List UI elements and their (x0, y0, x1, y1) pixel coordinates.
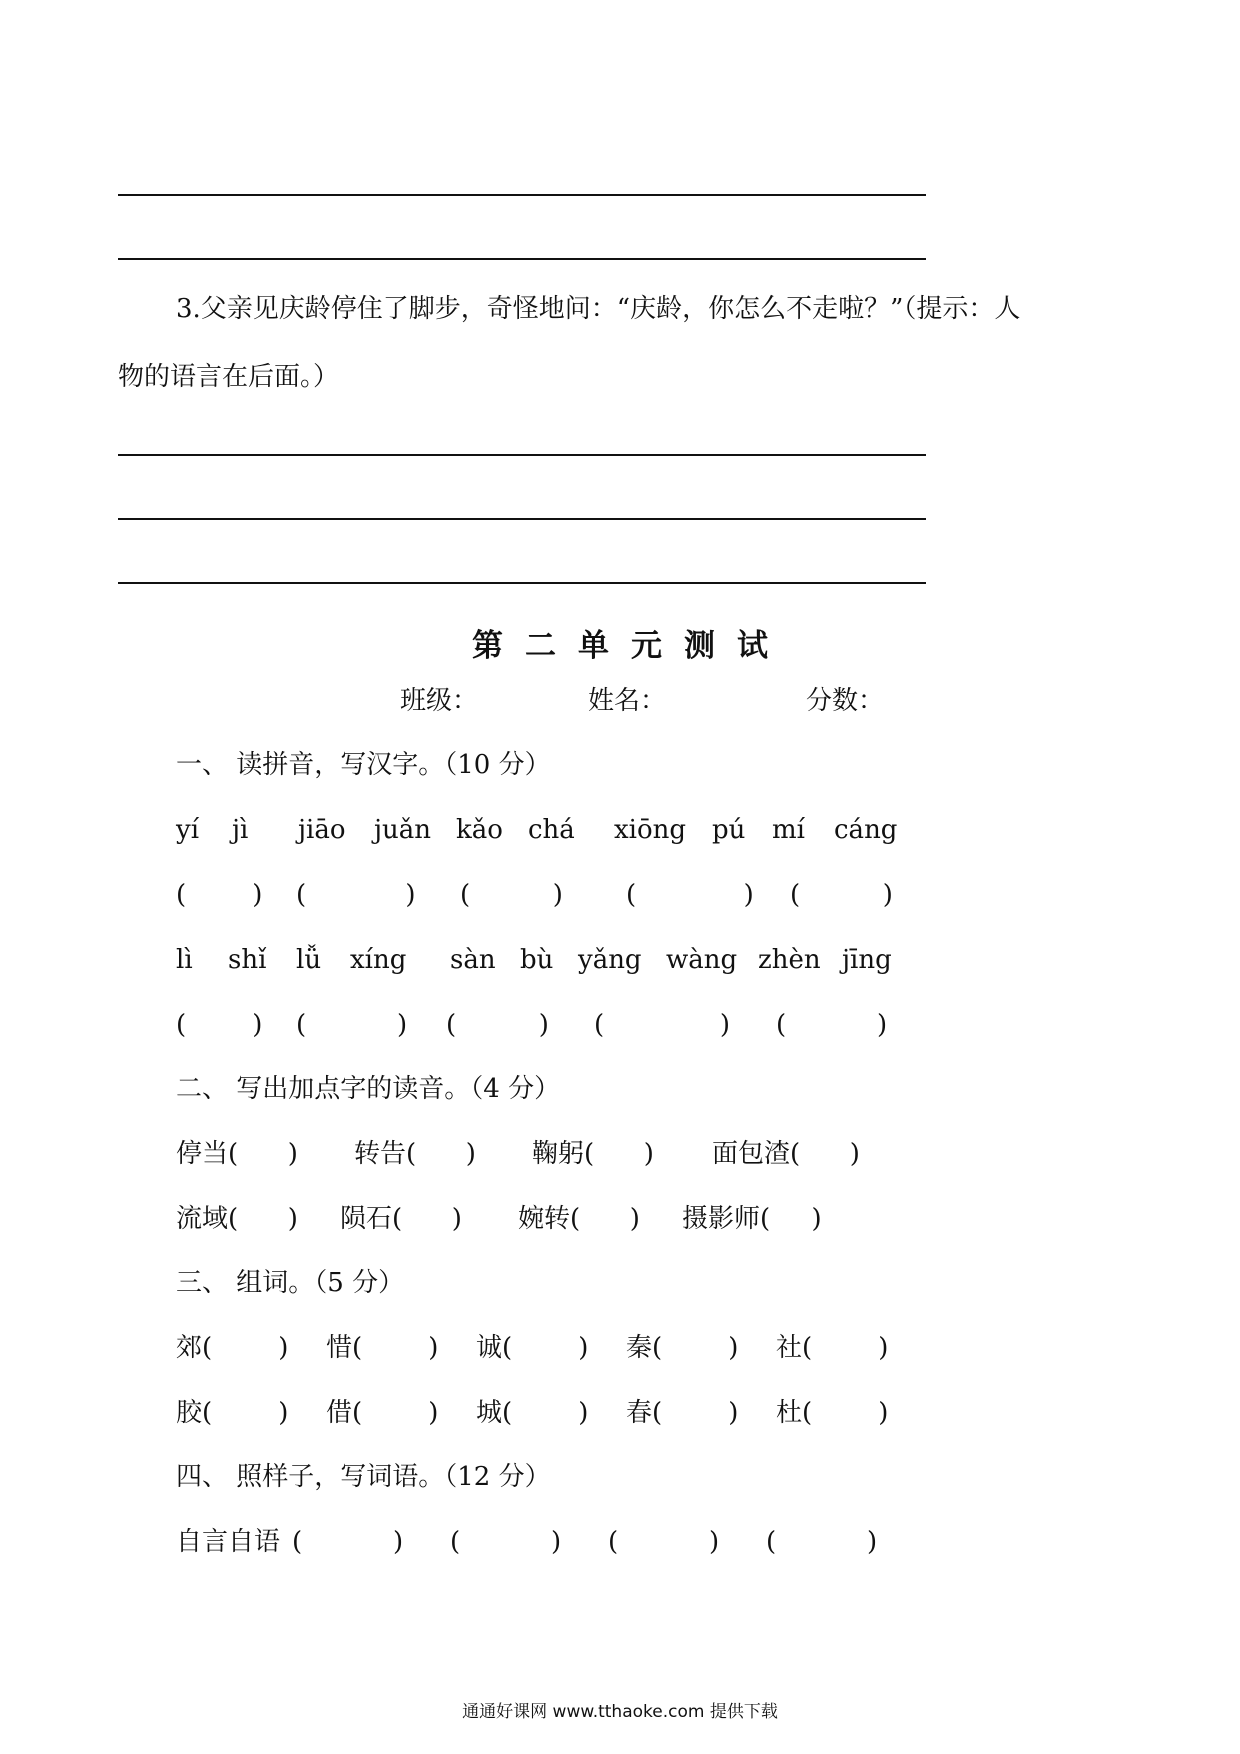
char-item: 社( ) (776, 1333, 889, 1363)
reading-row-2 (0, 1202, 1240, 1236)
answer-line[interactable] (118, 194, 926, 196)
char-item: 城( ) (476, 1398, 589, 1428)
word: 流域 (176, 1204, 229, 1234)
answer-line[interactable] (118, 454, 926, 456)
word: 陨石 (340, 1204, 393, 1234)
answer-blank[interactable]: ( ) (776, 1010, 888, 1040)
example-word: 自言自语 (176, 1527, 281, 1557)
section-4-heading: 四、 照样子，写词语。（12 分） (176, 1462, 551, 1492)
char-item: 郊( ) (176, 1333, 289, 1363)
char: 城 (476, 1398, 503, 1428)
answer-blank[interactable]: ( ) (450, 1527, 562, 1557)
pinyin: shǐ (228, 945, 267, 975)
footer-credit: 通通好课网 www.tthaoke.com 提供下载 (462, 1702, 778, 1722)
char: 秦 (626, 1333, 653, 1363)
pinyin: xiōng (614, 815, 687, 845)
answer-blank[interactable]: ( ) (292, 1527, 404, 1557)
answer-blank[interactable]: ( ) (296, 1010, 408, 1040)
char-item: 惜( ) (326, 1333, 439, 1363)
answer-blank[interactable]: ( ) (176, 1010, 263, 1040)
char: 诚 (476, 1333, 503, 1363)
char-item: 秦( ) (626, 1333, 739, 1363)
pinyin: xíng (350, 945, 407, 975)
answer-blank[interactable]: ( ) (460, 880, 563, 910)
score-label: 分数： (806, 686, 885, 716)
answer-line[interactable] (118, 258, 926, 260)
pinyin: mí (772, 815, 805, 845)
word: 摄影师 (682, 1204, 761, 1234)
pinyin-row-2 (0, 943, 1240, 977)
answer-blank[interactable]: ( ) (626, 880, 754, 910)
pinyin: lǚ (296, 945, 322, 975)
name-label: 姓名： (588, 686, 667, 716)
answer-blank[interactable]: ( ) (766, 1527, 878, 1557)
example-row (0, 1525, 1240, 1559)
char: 惜 (326, 1333, 353, 1363)
char-item: 胶( ) (176, 1398, 289, 1428)
pinyin: yǎng (578, 945, 642, 975)
section-1-heading: 一、 读拼音，写汉字。（10 分） (176, 750, 551, 780)
pinyin: wàng (666, 945, 738, 975)
word-item: 陨石( ) (340, 1204, 462, 1234)
pinyin: bù (520, 945, 554, 975)
answer-blank[interactable]: ( ) (790, 880, 893, 910)
pinyin: jiāo (298, 815, 346, 845)
pinyin-row-1 (0, 813, 1240, 847)
reading-row-1 (0, 1137, 1240, 1171)
word: 婉转 (518, 1204, 571, 1234)
char-item: 借( ) (326, 1398, 439, 1428)
answer-line[interactable] (118, 518, 926, 520)
char-item: 诚( ) (476, 1333, 589, 1363)
pinyin: jīng (842, 945, 892, 975)
word-item: 停当( ) (176, 1139, 298, 1169)
word: 转告 (354, 1139, 407, 1169)
section-3-heading: 三、 组词。（5 分） (176, 1268, 405, 1298)
pinyin: pú (712, 815, 746, 845)
pinyin: sàn (450, 945, 496, 975)
answer-blank[interactable]: ( ) (594, 1010, 730, 1040)
pinyin: juǎn (374, 815, 432, 845)
char: 胶 (176, 1398, 203, 1428)
char: 春 (626, 1398, 653, 1428)
class-label: 班级： (400, 686, 479, 716)
pinyin: zhèn (758, 945, 821, 975)
char: 社 (776, 1333, 803, 1363)
answer-line[interactable] (118, 582, 926, 584)
word-item: 鞠躬( ) (532, 1139, 654, 1169)
compose-row-1 (0, 1331, 1240, 1365)
question-3-line2: 物的语言在后面。） (118, 362, 340, 392)
char: 杜 (776, 1398, 803, 1428)
word-item: 转告( ) (354, 1139, 476, 1169)
char: 借 (326, 1398, 353, 1428)
answer-brackets-row (0, 878, 1240, 912)
word: 停当 (176, 1139, 229, 1169)
pinyin: cáng (834, 815, 898, 845)
char-item: 杜( ) (776, 1398, 889, 1428)
answer-blank[interactable]: ( ) (608, 1527, 720, 1557)
section-2-heading: 二、 写出加点字的读音。（4 分） (176, 1074, 561, 1104)
pinyin: jì (232, 815, 249, 845)
compose-row-2 (0, 1396, 1240, 1430)
word: 面包渣 (712, 1139, 791, 1169)
pinyin: kǎo (456, 815, 503, 845)
word-item: 摄影师( ) (682, 1204, 822, 1234)
answer-blank[interactable]: ( ) (296, 880, 416, 910)
pinyin: chá (528, 815, 575, 845)
answer-brackets-row (0, 1008, 1240, 1042)
question-3-line1: 3.父亲见庆龄停住了脚步，奇怪地问：“庆龄，你怎么不走啦？”（提示：人 (176, 294, 1021, 324)
word-item: 流域( ) (176, 1204, 298, 1234)
word-item: 婉转( ) (518, 1204, 640, 1234)
word: 鞠躬 (532, 1139, 585, 1169)
test-title: 第二单元测试 (472, 628, 790, 664)
pinyin: yí (176, 815, 200, 845)
word-item: 面包渣( ) (712, 1139, 860, 1169)
char: 郊 (176, 1333, 203, 1363)
char-item: 春( ) (626, 1398, 739, 1428)
answer-blank[interactable]: ( ) (446, 1010, 549, 1040)
answer-blank[interactable]: ( ) (176, 880, 263, 910)
pinyin: lì (176, 945, 193, 975)
